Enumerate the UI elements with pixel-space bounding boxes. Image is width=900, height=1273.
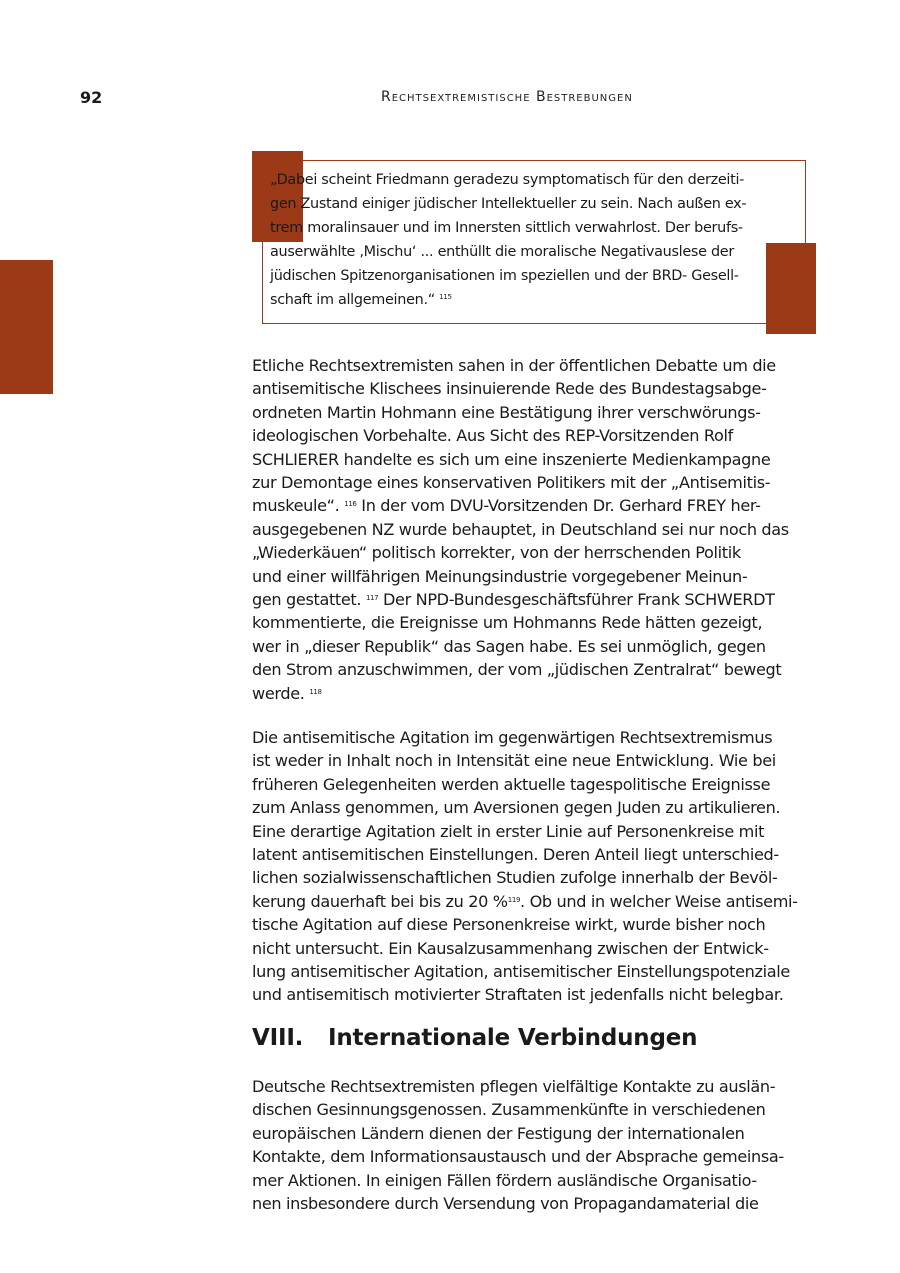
text-line: den Strom anzuschwimmen, der vom „jüdischen Zentralrat“ bewegt — [252, 660, 782, 680]
text-line: und einer willfährigen Meinungsindustrie vorgegebener Meinun- — [252, 566, 748, 586]
text-line: früheren Gelegenheiten werden aktuelle tagespolitische Ereignisse — [252, 774, 771, 794]
section-heading — [252, 1025, 697, 1051]
footnote-ref-117[interactable]: 117 — [365, 594, 379, 603]
text-line — [252, 682, 820, 705]
text-line: Die antisemitische Agitation im gegenwärtigen Rechtsextremismus — [252, 728, 773, 747]
margin-color-tab — [0, 260, 53, 394]
text-line: europäischen Ländern dienen der Festigung der internationalen — [252, 1123, 745, 1143]
text-line: Kontakte, dem Informationsaustausch und der Absprache gemeinsa- — [252, 1147, 784, 1167]
text-line — [252, 494, 820, 517]
text-line: ausgegebenen NZ wurde behauptet, in Deutschland sei nur noch das — [252, 519, 789, 539]
quote-line: gen Zustand einiger jüdischer Intellektueller zu sein. Nach außen ex- — [270, 196, 747, 212]
footnote-ref-115[interactable]: 115 — [439, 293, 452, 301]
quote-line: auserwählte ‚Mischu‘ ... enthüllt die moralische Negativauslese der — [270, 244, 734, 260]
text-line: mer Aktionen. In einigen Fällen fördern ausländische Organisatio- — [252, 1170, 757, 1190]
text-segment: Der NPD-Bundesgeschäftsführer Frank SCHWERDT — [378, 590, 775, 610]
text-segment: In der vom DVU-Vorsitzenden Dr. Gerhard FREY her- — [356, 496, 761, 516]
quote-line: „Dabei scheint Friedmann geradezu symptomatisch für den derzeiti- — [270, 172, 745, 188]
text-line: wer in „dieser Republik“ das Sagen habe. Es sei unmöglich, gegen — [252, 636, 766, 656]
text-line: dischen Gesinnungsgenossen. Zusammenkünfte in verschiedenen — [252, 1100, 766, 1120]
text-line: tische Agitation auf diese Personenkreise wirkt, wurde bisher noch — [252, 915, 766, 935]
text-line: ordneten Martin Hohmann eine Bestätigung ihrer verschwörungs- — [252, 402, 761, 422]
text-line: zur Demontage eines konservativen Politikers mit der „Antisemitis- — [252, 473, 771, 493]
running-header: Rechtsextremistische Bestrebungen — [381, 89, 633, 105]
quote-line: trem moralinsauer und im Innersten sittlich verwahrlost. Der berufs- — [270, 220, 743, 236]
paragraph-hohmann — [252, 354, 820, 705]
text-segment: werde. — [252, 683, 305, 703]
text-line: zum Anlass genommen, um Aversionen gegen Juden zu artikulieren. — [252, 798, 781, 818]
text-segment: gen gestattet. — [252, 590, 362, 610]
footnote-ref-116[interactable]: 116 — [344, 500, 357, 509]
paragraph-agitation — [252, 726, 820, 1007]
text-segment: kerung dauerhaft bei bis zu 20 % — [252, 891, 508, 911]
footnote-ref-118[interactable]: 118 — [309, 687, 322, 696]
text-line: SCHLIERER handelte es sich um eine inszenierte Medienkampagne — [252, 449, 771, 469]
block-quote — [270, 168, 798, 312]
quote-line-last — [270, 288, 798, 312]
text-line: antisemitische Klischees insinuierende Rede des Bundestagsabge- — [252, 379, 767, 399]
text-line: Deutsche Rechtsextremisten pflegen vielfältige Kontakte zu auslän- — [252, 1077, 776, 1096]
text-segment: . Ob und in welcher Weise antisemi- — [520, 891, 798, 911]
section-title: Internationale Verbindungen — [328, 1025, 698, 1051]
text-line: „Wiederkäuen“ politisch korrekter, von der herrschenden Politik — [252, 543, 741, 563]
text-line: latent antisemitischen Einstellungen. Deren Anteil liegt unterschied- — [252, 845, 779, 865]
text-line — [252, 588, 820, 611]
text-line: ideologischen Vorbehalte. Aus Sicht des REP-Vorsitzenden Rolf — [252, 426, 733, 446]
text-line: kommentierte, die Ereignisse um Hohmanns Rede hätten gezeigt, — [252, 613, 763, 633]
quote-line-text: schaft im allgemeinen.“ — [270, 292, 435, 308]
text-line: und antisemitisch motivierter Straftaten ist jedenfalls nicht belegbar. — [252, 985, 784, 1005]
paragraph-international — [252, 1075, 820, 1215]
text-line: ist weder in Inhalt noch in Intensität eine neue Entwicklung. Wie bei — [252, 751, 776, 771]
quote-line: jüdischen Spitzenorganisationen im speziellen und der BRD- Gesell- — [270, 268, 739, 284]
footnote-ref-119[interactable]: 119 — [507, 895, 521, 904]
text-line: lichen sozialwissenschaftlichen Studien zufolge innerhalb der Bevöl- — [252, 868, 778, 888]
section-number: VIII. — [252, 1025, 304, 1051]
text-line: Eine derartige Agitation zielt in erster Linie auf Personenkreise mit — [252, 821, 765, 841]
text-line: nicht untersucht. Ein Kausalzusammenhang zwischen der Entwick- — [252, 938, 769, 958]
text-line — [252, 890, 820, 913]
page-number: 92 — [80, 88, 103, 107]
text-line: Etliche Rechtsextremisten sahen in der öffentlichen Debatte um die — [252, 356, 776, 375]
text-segment: muskeule“. — [252, 496, 340, 516]
text-line: nen insbesondere durch Versendung von Propagandamaterial die — [252, 1194, 759, 1214]
text-line: lung antisemitischer Agitation, antisemitischer Einstellungspotenziale — [252, 962, 790, 982]
